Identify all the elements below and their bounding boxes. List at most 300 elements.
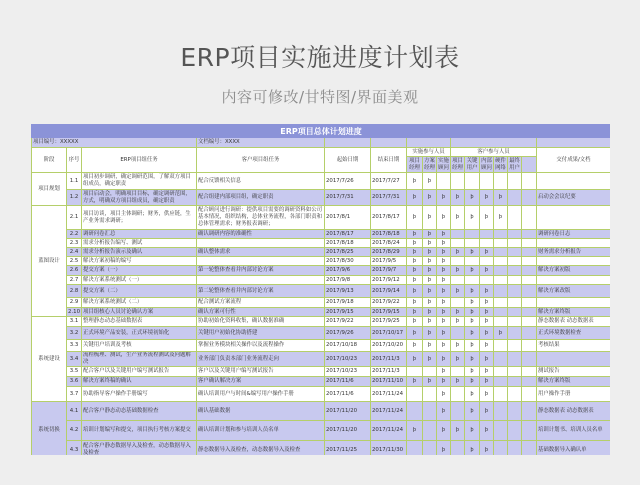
end-date-cell: 2017/11/24 — [371, 421, 407, 441]
phase-cell: 项目规划 — [32, 173, 67, 206]
erp-task-cell: 解决方案终稿的确认 — [82, 377, 197, 387]
start-date-cell: 2017/9/22 — [325, 317, 371, 327]
participation-mark: þ — [451, 308, 465, 317]
plan-table — [31, 124, 610, 455]
participation-mark — [407, 367, 423, 377]
erp-task-cell: 解决方案初稿的编写 — [82, 257, 197, 266]
participation-mark: þ — [407, 327, 423, 340]
participation-mark: þ — [437, 248, 451, 257]
table-row — [32, 190, 611, 206]
participation-mark: þ — [437, 317, 451, 327]
seq-cell: 3.6 — [67, 377, 82, 387]
deliverable-cell — [537, 173, 611, 190]
table-row — [32, 298, 611, 308]
seq-cell: 3.1 — [67, 317, 82, 327]
participation-mark — [465, 173, 480, 190]
participation-mark: þ — [423, 377, 437, 387]
deliverable-cell: 解决方案终版 — [537, 308, 611, 317]
participation-mark — [494, 308, 508, 317]
erp-task-cell: 配合客户静态动态基础数据检查 — [82, 402, 197, 421]
participation-mark — [522, 257, 537, 266]
participation-mark — [522, 239, 537, 248]
participation-mark: þ — [407, 276, 423, 285]
customer-task-cell: 配合测试方案流程 — [197, 298, 325, 308]
customer-task-cell: 第一轮整体查看并内部讨论方案 — [197, 266, 325, 276]
end-date-cell: 2017/11/10 — [371, 377, 407, 387]
participation-mark: þ — [465, 421, 480, 441]
customer-task-cell: 确认调研内容的准确性 — [197, 230, 325, 239]
phase-cell: 系统建设 — [32, 317, 67, 402]
start-date-cell: 2017/9/6 — [325, 266, 371, 276]
participation-mark — [522, 340, 537, 352]
end-date-cell: 2017/10/20 — [371, 340, 407, 352]
end-date-cell: 2017/9/5 — [371, 257, 407, 266]
participation-mark: þ — [451, 352, 465, 367]
start-date-cell: 2017/11/6 — [325, 387, 371, 402]
participation-mark — [480, 276, 494, 285]
end-date-cell: 2017/9/25 — [371, 317, 407, 327]
header-row-1 — [32, 148, 611, 157]
deliverable-cell: 考核结果 — [537, 340, 611, 352]
erp-task-cell: 流程梳理、测试，生产业务流程测试及问题解决 — [82, 352, 197, 367]
end-date-cell: 2017/11/30 — [371, 441, 407, 456]
customer-task-cell: 掌握业务模块相关操作以及流程操作 — [197, 340, 325, 352]
participation-mark: þ — [407, 230, 423, 239]
table-row — [32, 327, 611, 340]
seq-cell: 2.2 — [67, 230, 82, 239]
participation-mark — [407, 402, 423, 421]
start-date-cell: 2017/9/26 — [325, 327, 371, 340]
table-row — [32, 206, 611, 230]
participation-mark: þ — [423, 173, 437, 190]
participation-mark: þ — [437, 367, 451, 377]
customer-task-cell: 客户以及关键用户编写测试报告 — [197, 367, 325, 377]
deliverable-cell: 启动会会议纪要 — [537, 190, 611, 206]
participation-mark — [508, 402, 522, 421]
customer-task-cell: 确认整体需求 — [197, 248, 325, 257]
end-date-cell: 2017/9/22 — [371, 298, 407, 308]
plan-spreadsheet — [31, 124, 610, 455]
participation-mark — [522, 276, 537, 285]
customer-task-cell: 确认培训计划和参与培训人员名单 — [197, 421, 325, 441]
seq-cell: 3.3 — [67, 340, 82, 352]
participation-mark — [451, 239, 465, 248]
customer-task-cell — [197, 239, 325, 248]
participation-mark — [451, 276, 465, 285]
participation-mark: þ — [407, 266, 423, 276]
header-role-extra — [522, 157, 537, 173]
customer-task-cell: 协助初始化资料收集，确认数据准确 — [197, 317, 325, 327]
deliverable-cell: 正式环境数据检查 — [537, 327, 611, 340]
participation-mark — [407, 441, 423, 456]
participation-mark: þ — [423, 206, 437, 230]
participation-mark — [508, 340, 522, 352]
seq-cell: 2.6 — [67, 266, 82, 276]
table-row — [32, 257, 611, 266]
participation-mark — [480, 230, 494, 239]
end-date-cell: 2017/9/14 — [371, 285, 407, 298]
participation-mark: þ — [451, 190, 465, 206]
customer-task-cell — [197, 276, 325, 285]
table-row — [32, 248, 611, 257]
start-date-cell: 2017/11/20 — [325, 421, 371, 441]
participation-mark — [494, 402, 508, 421]
participation-mark: þ — [480, 317, 494, 327]
participation-mark — [508, 266, 522, 276]
end-date-cell: 2017/8/17 — [371, 206, 407, 230]
participation-mark — [437, 173, 451, 190]
participation-mark — [451, 298, 465, 308]
customer-task-cell: 确认基础数据 — [197, 402, 325, 421]
participation-mark: þ — [407, 248, 423, 257]
document-number: 文档编号：XXXX — [197, 138, 325, 148]
table-row — [32, 340, 611, 352]
end-date-cell: 2017/7/27 — [371, 173, 407, 190]
customer-task-cell: 确认培训用户与时间&编写用户操作手册 — [197, 387, 325, 402]
participation-mark — [522, 190, 537, 206]
header-customer-group: 客户参与人员 — [451, 148, 537, 157]
participation-mark — [508, 352, 522, 367]
participation-mark: þ — [437, 298, 451, 308]
erp-task-cell: 解决方案系统测试（一） — [82, 276, 197, 285]
erp-task-cell: 配合客户以及关键用户编写测试报告 — [82, 367, 197, 377]
participation-mark: þ — [407, 190, 423, 206]
participation-mark — [465, 239, 480, 248]
participation-mark — [494, 276, 508, 285]
participation-mark — [508, 276, 522, 285]
seq-cell: 2.8 — [67, 285, 82, 298]
participation-mark — [494, 285, 508, 298]
participation-mark — [508, 298, 522, 308]
table-row — [32, 387, 611, 402]
start-date-cell: 2017/7/26 — [325, 173, 371, 190]
participation-mark: þ — [423, 352, 437, 367]
participation-mark — [508, 230, 522, 239]
end-date-cell: 2017/9/12 — [371, 276, 407, 285]
participation-mark — [522, 266, 537, 276]
header-role: 方案经理 — [424, 157, 435, 171]
participation-mark — [508, 387, 522, 402]
erp-task-cell: 培训计划编写和提交，项目执行考核方案提交 — [82, 421, 197, 441]
participation-mark — [508, 327, 522, 340]
participation-mark — [522, 352, 537, 367]
header-seq: 序号 — [67, 148, 82, 173]
participation-mark: þ — [465, 441, 480, 456]
participation-mark: þ — [480, 298, 494, 308]
seq-cell: 3.5 — [67, 367, 82, 377]
seq-cell: 4.3 — [67, 441, 82, 456]
participation-mark: þ — [465, 352, 480, 367]
banner-row — [32, 125, 611, 138]
deliverable-cell: 调研问卷日志 — [537, 230, 611, 239]
header-customer-task: 客户项目组任务 — [197, 148, 325, 173]
participation-mark — [494, 367, 508, 377]
participation-mark: þ — [437, 285, 451, 298]
header-start-date: 起始日期 — [325, 148, 371, 173]
participation-mark — [522, 206, 537, 230]
participation-mark: þ — [465, 387, 480, 402]
participation-mark: þ — [480, 377, 494, 387]
participation-mark — [508, 239, 522, 248]
table-row — [32, 317, 611, 327]
participation-mark — [508, 248, 522, 257]
start-date-cell: 2017/11/20 — [325, 402, 371, 421]
participation-mark: þ — [437, 230, 451, 239]
erp-task-cell: 关键用户培训及考核 — [82, 340, 197, 352]
participation-mark: þ — [465, 206, 480, 230]
participation-mark — [494, 298, 508, 308]
participation-mark: þ — [494, 327, 508, 340]
table-row — [32, 308, 611, 317]
table-row — [32, 367, 611, 377]
participation-mark: þ — [437, 239, 451, 248]
customer-task-cell: 客户确认解决方案 — [197, 377, 325, 387]
erp-task-cell: 提交方案（一） — [82, 266, 197, 276]
start-date-cell: 2017/9/13 — [325, 285, 371, 298]
deliverable-cell: 静态数据表 动态数据表 — [537, 402, 611, 421]
participation-mark: þ — [423, 340, 437, 352]
participation-mark: þ — [465, 190, 480, 206]
participation-mark: þ — [437, 421, 451, 441]
participation-mark: þ — [423, 248, 437, 257]
table-row — [32, 421, 611, 441]
participation-mark — [494, 266, 508, 276]
participation-mark: þ — [465, 298, 480, 308]
participation-mark — [451, 173, 465, 190]
participation-mark: þ — [480, 206, 494, 230]
participation-mark: þ — [437, 206, 451, 230]
participation-mark: þ — [465, 266, 480, 276]
participation-mark — [465, 230, 480, 239]
participation-mark — [480, 257, 494, 266]
seq-cell: 2.10 — [68, 308, 81, 315]
participation-mark — [522, 298, 537, 308]
erp-task-cell: 项目组核心人员讨论确认方案 — [82, 308, 197, 317]
participation-mark — [494, 230, 508, 239]
header-deliverable: 交付成果/文档 — [537, 148, 611, 173]
erp-task-cell: 解决方案系统测试（二） — [82, 298, 197, 308]
participation-mark — [465, 257, 480, 266]
customer-task-cell: 配合反馈相关信息 — [197, 173, 325, 190]
participation-mark: þ — [423, 239, 437, 248]
participation-mark: þ — [423, 190, 437, 206]
participation-mark: þ — [465, 367, 480, 377]
participation-mark: þ — [407, 317, 423, 327]
header-role: 项目经理 — [407, 157, 423, 173]
start-date-cell: 2017/8/25 — [325, 248, 371, 257]
participation-mark — [508, 377, 522, 387]
erp-task-cell: 调研问卷汇总 — [82, 230, 197, 239]
participation-mark — [508, 367, 522, 377]
participation-mark: þ — [407, 340, 423, 352]
deliverable-cell: 解决方案初版 — [537, 266, 611, 276]
participation-mark: þ — [423, 230, 437, 239]
participation-mark: þ — [480, 421, 494, 441]
header-role: 项目经理 — [452, 157, 463, 171]
participation-mark: þ — [437, 402, 451, 421]
participation-mark: þ — [407, 308, 423, 317]
deliverable-cell — [537, 239, 611, 248]
banner-title: ERP项目总体计划进度 — [32, 125, 611, 138]
header-role: 硬件网络 — [495, 157, 506, 171]
participation-mark — [508, 190, 522, 206]
participation-mark — [522, 230, 537, 239]
participation-mark — [522, 387, 537, 402]
participation-mark: þ — [423, 308, 437, 317]
participation-mark — [451, 387, 465, 402]
participation-mark — [508, 206, 522, 230]
participation-mark: þ — [437, 441, 451, 456]
participation-mark — [522, 173, 537, 190]
participation-mark: þ — [465, 317, 480, 327]
erp-task-cell: 需求分析报告编写、测试 — [82, 239, 197, 248]
deliverable-cell — [537, 352, 611, 367]
start-date-cell: 2017/11/6 — [325, 377, 371, 387]
participation-mark: þ — [451, 377, 465, 387]
participation-mark — [423, 367, 437, 377]
seq-cell: 4.1 — [67, 402, 82, 421]
participation-mark: þ — [423, 257, 437, 266]
participation-mark: þ — [465, 327, 480, 340]
participation-mark: þ — [437, 352, 451, 367]
table-row — [32, 230, 611, 239]
end-date-cell: 2017/11/24 — [371, 387, 407, 402]
participation-mark: þ — [437, 308, 451, 317]
participation-mark: þ — [437, 327, 451, 340]
participation-mark: þ — [423, 298, 437, 308]
participation-mark — [451, 230, 465, 239]
participation-mark — [494, 421, 508, 441]
participation-mark: þ — [423, 276, 437, 285]
start-date-cell: 2017/8/17 — [325, 230, 371, 239]
table-row — [32, 276, 611, 285]
participation-mark: þ — [480, 266, 494, 276]
erp-task-cell: 配合客户静态数据导入及检查，动态数据导入及检查 — [82, 441, 197, 456]
participation-mark: þ — [407, 239, 423, 248]
participation-mark: þ — [423, 327, 437, 340]
table-row — [32, 266, 611, 276]
participation-mark — [508, 421, 522, 441]
start-date-cell: 2017/11/25 — [325, 441, 371, 456]
start-date-cell: 2017/8/1 — [325, 206, 371, 230]
participation-mark: þ — [451, 421, 465, 441]
participation-mark — [465, 276, 480, 285]
participation-mark — [494, 248, 508, 257]
participation-mark — [451, 441, 465, 456]
seq-cell: 2.3 — [67, 239, 82, 248]
participation-mark — [494, 257, 508, 266]
end-date-cell: 2017/9/7 — [371, 266, 407, 276]
deliverable-cell: 用户操作手册 — [537, 387, 611, 402]
participation-mark — [522, 327, 537, 340]
participation-mark: þ — [407, 257, 423, 266]
header-role: 最终用户 — [509, 157, 520, 171]
participation-mark: þ — [407, 173, 423, 190]
participation-mark: þ — [437, 266, 451, 276]
header-end-date: 结束日期 — [371, 148, 407, 173]
participation-mark: þ — [437, 257, 451, 266]
participation-mark — [508, 257, 522, 266]
phase-cell: 系统切换 — [32, 402, 67, 456]
erp-task-cell: 项目访谈，项目主体调研；财务，供应链，生产业务需求调研； — [82, 206, 197, 230]
participation-mark: þ — [465, 402, 480, 421]
participation-mark: þ — [480, 190, 494, 206]
header-phase: 阶段 — [32, 148, 67, 173]
table-row — [32, 352, 611, 367]
seq-cell: 1.1 — [67, 173, 82, 190]
seq-cell: 2.7 — [67, 276, 82, 285]
participation-mark: þ — [480, 367, 494, 377]
participation-mark — [522, 317, 537, 327]
participation-mark: þ — [465, 285, 480, 298]
participation-mark: þ — [407, 285, 423, 298]
participation-mark — [480, 173, 494, 190]
start-date-cell: 2017/8/18 — [325, 239, 371, 248]
participation-mark: þ — [451, 317, 465, 327]
erp-task-cell: 需求分析报告演示及确认 — [82, 248, 197, 257]
erp-task-cell: 项目启动会，明确项目目标，确定调研范围，方式，明确双方项目组成员，确定职责 — [82, 190, 197, 206]
participation-mark: þ — [465, 308, 480, 317]
participation-mark — [522, 308, 537, 317]
participation-mark — [494, 377, 508, 387]
participation-mark: þ — [480, 441, 494, 456]
start-date-cell: 2017/9/8 — [325, 276, 371, 285]
participation-mark — [508, 285, 522, 298]
participation-mark — [508, 441, 522, 456]
participation-mark: þ — [480, 248, 494, 257]
customer-task-cell: 确认方案可行性 — [197, 308, 325, 317]
end-date-cell: 2017/11/3 — [371, 367, 407, 377]
deliverable-cell — [537, 206, 611, 230]
start-date-cell: 2017/9/15 — [325, 308, 371, 317]
end-date-cell: 2017/7/31 — [371, 190, 407, 206]
participation-mark — [522, 402, 537, 421]
header-role: 关键用户 — [465, 157, 480, 173]
end-date-cell: 2017/9/15 — [371, 308, 407, 317]
seq-cell: 1.2 — [67, 190, 82, 206]
start-date-cell: 2017/10/23 — [325, 352, 371, 367]
participation-mark: þ — [451, 248, 465, 257]
table-row — [32, 377, 611, 387]
erp-task-cell: 协助指导客户操作手册编写 — [82, 387, 197, 402]
end-date-cell: 2017/8/29 — [371, 248, 407, 257]
seq-cell: 2.9 — [67, 298, 82, 308]
customer-task-cell: 第二轮整体查看并内部讨论方案 — [197, 285, 325, 298]
start-date-cell: 2017/7/31 — [325, 190, 371, 206]
participation-mark — [522, 285, 537, 298]
header-role: 实施顾问 — [438, 157, 449, 171]
participation-mark — [494, 340, 508, 352]
participation-mark: þ — [437, 276, 451, 285]
start-date-cell: 2017/8/30 — [325, 257, 371, 266]
participation-mark: þ — [437, 190, 451, 206]
deliverable-cell — [537, 298, 611, 308]
deliverable-cell: 测试报告 — [537, 367, 611, 377]
participation-mark — [423, 421, 437, 441]
participation-mark: þ — [480, 352, 494, 367]
participation-mark — [494, 239, 508, 248]
seq-cell: 2.5 — [67, 257, 82, 266]
participation-mark: þ — [407, 377, 423, 387]
customer-task-cell: 业务部门负责本部门业务流程走向 — [197, 352, 325, 367]
participation-mark — [494, 317, 508, 327]
participation-mark: þ — [465, 340, 480, 352]
participation-mark: þ — [437, 387, 451, 402]
participation-mark: þ — [494, 190, 508, 206]
participation-mark — [508, 308, 522, 317]
participation-mark: þ — [480, 340, 494, 352]
seq-cell: 3.2 — [67, 327, 82, 340]
